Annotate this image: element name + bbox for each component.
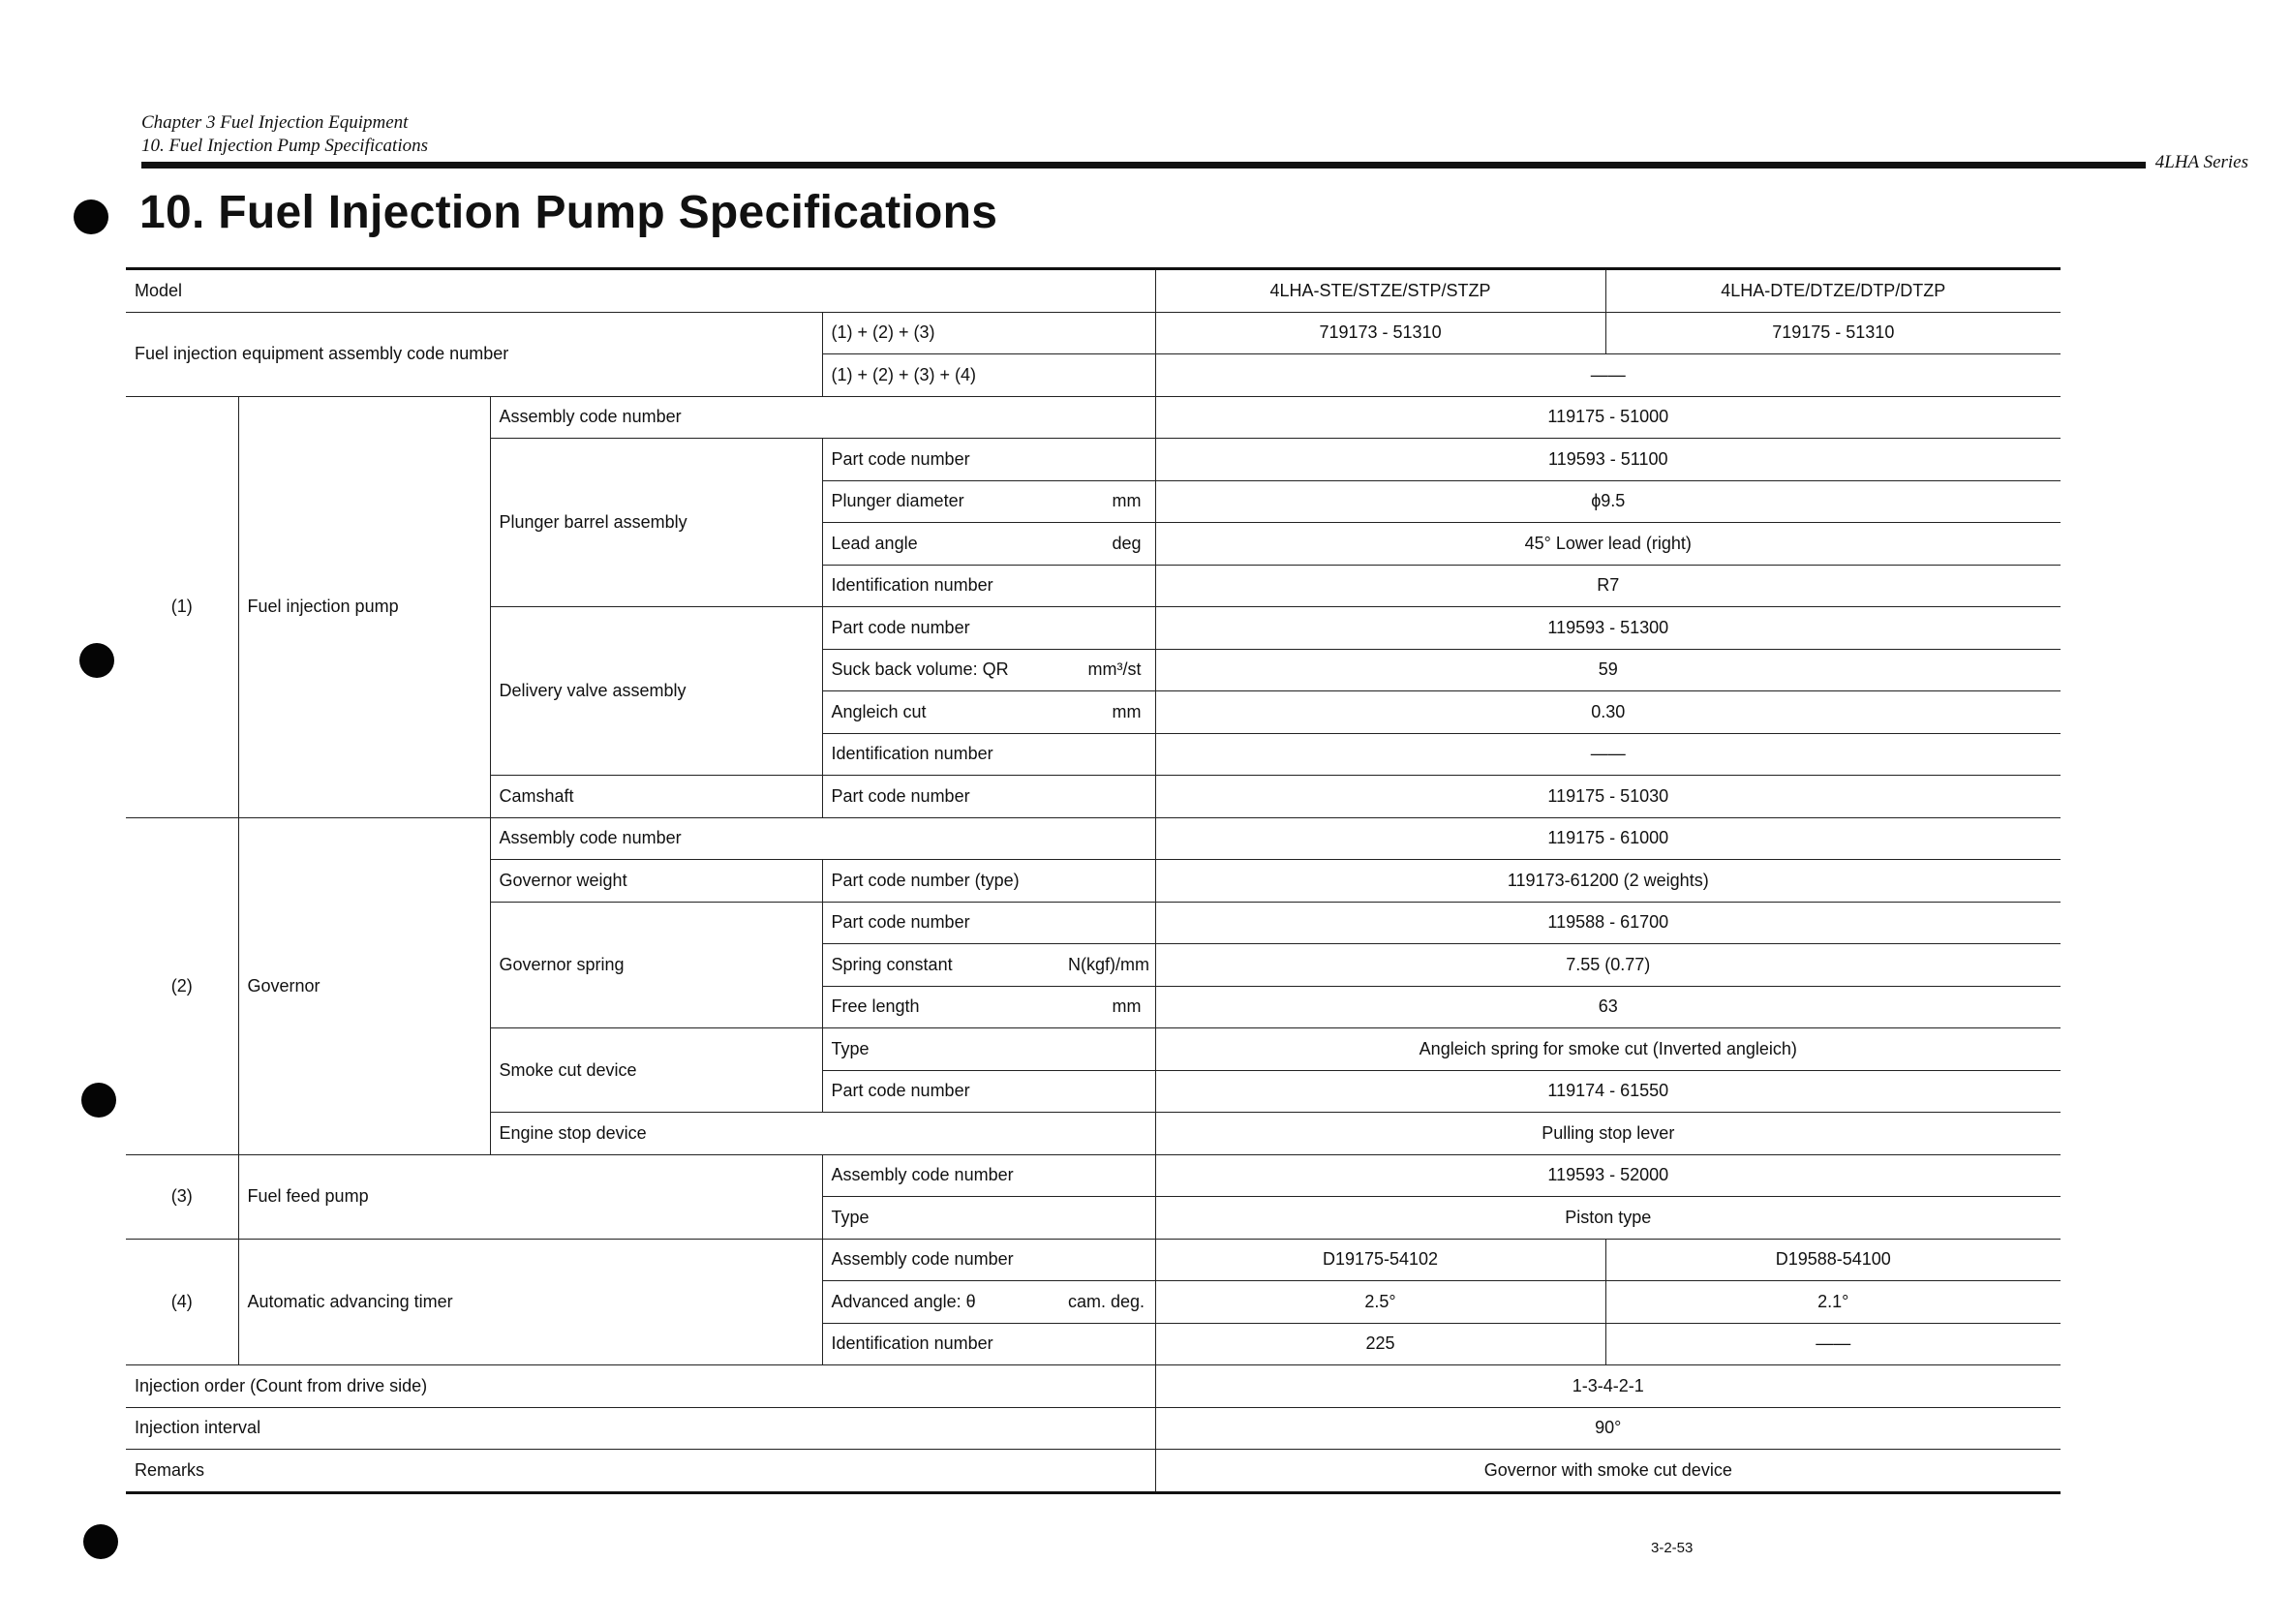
row-label: Type	[822, 1028, 1155, 1071]
row-label: Identification number	[822, 565, 1155, 607]
row-value: 59	[1155, 649, 2061, 691]
row-value: 119593 - 51300	[1155, 607, 2061, 650]
row-value: D19588-54100	[1605, 1239, 2061, 1281]
row-value: 225	[1155, 1323, 1605, 1365]
row-label: Assembly code number	[490, 817, 1155, 860]
section-number: (3)	[126, 1154, 238, 1239]
section-name: Governor	[238, 817, 490, 1154]
section-name: Fuel feed pump	[238, 1154, 822, 1239]
table-row	[126, 817, 2061, 860]
row-label: Part code number	[822, 439, 1155, 481]
row-value: Governor with smoke cut device	[1155, 1450, 2061, 1493]
table-row	[126, 1365, 2061, 1408]
row-value: 90°	[1155, 1407, 2061, 1450]
table-row	[126, 1239, 2061, 1281]
section-number: (2)	[126, 817, 238, 1154]
group-label: Governor spring	[490, 902, 822, 1028]
row-label: Angleich cut	[822, 691, 1059, 734]
row-value: Pulling stop lever	[1155, 1113, 2061, 1155]
row-value: ——	[1605, 1323, 2061, 1365]
row-label: Assembly code number	[822, 1239, 1155, 1281]
fie-label: Fuel injection equipment assembly code number	[126, 312, 822, 396]
row-label: Engine stop device	[490, 1113, 1155, 1155]
row-unit: cam. deg.	[1059, 1281, 1155, 1324]
table-row	[126, 312, 2061, 354]
row-value: 45° Lower lead (right)	[1155, 523, 2061, 566]
section-name: Automatic advancing timer	[238, 1239, 822, 1365]
punch-hole	[81, 1083, 116, 1118]
page-number: 3-2-53	[1651, 1540, 1694, 1556]
row-value: 2.5°	[1155, 1281, 1605, 1324]
row-label: Part code number	[822, 607, 1155, 650]
row-label: Part code number	[822, 902, 1155, 944]
series-label: 4LHA Series	[2154, 152, 2248, 172]
row-label: Spring constant	[822, 944, 1059, 987]
row-value: 119593 - 52000	[1155, 1154, 2061, 1197]
row-unit: mm	[1059, 480, 1155, 523]
row-label: Plunger diameter	[822, 480, 1059, 523]
row-label: Free length	[822, 986, 1059, 1028]
row-label: Suck back volume: QR	[822, 649, 1059, 691]
row-label: Type	[822, 1197, 1155, 1240]
row-value: 119588 - 61700	[1155, 902, 2061, 944]
row-unit: N(kgf)/mm	[1059, 944, 1155, 987]
row-value: 7.55 (0.77)	[1155, 944, 2061, 987]
row-unit: mm	[1059, 986, 1155, 1028]
section-number: (1)	[126, 396, 238, 817]
row-unit: deg	[1059, 523, 1155, 566]
row-label: Assembly code number	[822, 1154, 1155, 1197]
header-rule	[141, 162, 2146, 169]
row-label: Assembly code number	[490, 396, 1155, 439]
table-row	[126, 1407, 2061, 1450]
row-label: Remarks	[126, 1450, 1155, 1493]
row-label: Part code number	[822, 776, 1155, 818]
section-name: Fuel injection pump	[238, 396, 490, 817]
row-label: Identification number	[822, 733, 1155, 776]
table-row	[126, 1450, 2061, 1493]
model-dte: 4LHA-DTE/DTZE/DTP/DTZP	[1605, 269, 2061, 313]
fie-1234: ——	[1155, 354, 2061, 397]
fie-ste: 719173 - 51310	[1155, 312, 1605, 354]
row-label: Injection order (Count from drive side)	[126, 1365, 1155, 1408]
row-value: 119175 - 51030	[1155, 776, 2061, 818]
model-label: Model	[126, 269, 1155, 313]
section-number: (4)	[126, 1239, 238, 1365]
group-label: Delivery valve assembly	[490, 607, 822, 776]
row-value: 119593 - 51100	[1155, 439, 2061, 481]
group-label: Camshaft	[490, 776, 822, 818]
page-title: 10. Fuel Injection Pump Specifications	[139, 187, 998, 238]
group-label: Smoke cut device	[490, 1028, 822, 1113]
punch-hole	[79, 643, 114, 678]
row-value: Angleich spring for smoke cut (Inverted angleich)	[1155, 1028, 2061, 1071]
row-label: Lead angle	[822, 523, 1059, 566]
row-value: ——	[1155, 733, 2061, 776]
model-ste: 4LHA-STE/STZE/STP/STZP	[1155, 269, 1605, 313]
row-value: 2.1°	[1605, 1281, 2061, 1324]
specifications-table	[126, 267, 2061, 1494]
row-value: 119175 - 61000	[1155, 817, 2061, 860]
chapter-header: Chapter 3 Fuel Injection Equipment	[141, 112, 409, 133]
row-label: Identification number	[822, 1323, 1155, 1365]
row-label: Advanced angle: θ	[822, 1281, 1059, 1324]
table-row	[126, 1154, 2061, 1197]
row-value: 63	[1155, 986, 2061, 1028]
row-unit: mm³/st	[1059, 649, 1155, 691]
row-value: Piston type	[1155, 1197, 2061, 1240]
row-value: 0.30	[1155, 691, 2061, 734]
row-value: 119174 - 61550	[1155, 1070, 2061, 1113]
section-header: 10. Fuel Injection Pump Specifications	[141, 136, 429, 156]
row-unit: mm	[1059, 691, 1155, 734]
row-label: Part code number (type)	[822, 860, 1155, 903]
row-value: ϕ9.5	[1155, 480, 2061, 523]
combo-1234: (1) + (2) + (3) + (4)	[822, 354, 1155, 397]
row-value: 1-3-4-2-1	[1155, 1365, 2061, 1408]
group-label: Plunger barrel assembly	[490, 439, 822, 607]
punch-hole	[83, 1524, 118, 1559]
row-value: R7	[1155, 565, 2061, 607]
combo-123: (1) + (2) + (3)	[822, 312, 1155, 354]
row-label: Injection interval	[126, 1407, 1155, 1450]
row-value: 119175 - 51000	[1155, 396, 2061, 439]
fie-dte: 719175 - 51310	[1605, 312, 2061, 354]
table-row	[126, 396, 2061, 439]
punch-hole	[74, 199, 108, 234]
row-label: Part code number	[822, 1070, 1155, 1113]
row-value: 119173-61200 (2 weights)	[1155, 860, 2061, 903]
group-label: Governor weight	[490, 860, 822, 903]
row-value: D19175-54102	[1155, 1239, 1605, 1281]
table-row	[126, 269, 2061, 313]
